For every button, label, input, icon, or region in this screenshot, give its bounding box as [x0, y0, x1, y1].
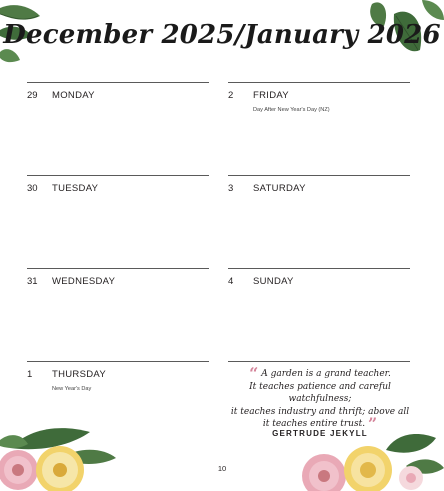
day-divider [27, 361, 209, 362]
page-number: 10 [217, 464, 227, 473]
day-name: WEDNESDAY [52, 276, 116, 287]
quote-line-2: It teaches patience and careful watchfulness; [249, 381, 391, 404]
flowers-bottom-left-decoration [0, 418, 120, 491]
quote-line-4: it teaches entire trust. [262, 419, 366, 429]
day-name: SUNDAY [253, 276, 294, 287]
holiday-note: Day After New Year's Day (NZ) [253, 107, 330, 113]
day-entry-tuesday[interactable] [27, 175, 209, 194]
day-name: MONDAY [52, 90, 95, 101]
day-entry-saturday[interactable] [228, 175, 410, 194]
day-divider [27, 82, 209, 83]
day-divider [228, 268, 410, 269]
day-entry-sunday[interactable] [228, 268, 410, 287]
quote-author: GERTRUDE JEKYLL [272, 429, 368, 438]
day-divider [27, 268, 209, 269]
quote-line-3: it teaches industry and thrift; above all [230, 406, 410, 417]
day-divider [228, 82, 410, 83]
day-number: 30 [27, 183, 38, 194]
day-number: 29 [27, 90, 38, 101]
day-divider [27, 175, 209, 176]
day-number: 3 [228, 183, 234, 194]
day-entry-thursday[interactable] [27, 361, 209, 392]
day-name: SATURDAY [253, 183, 306, 194]
quote-divider-block [228, 361, 410, 362]
quote-divider [228, 361, 410, 362]
day-number: 2 [228, 90, 234, 101]
flowers-bottom-right-decoration [286, 430, 444, 491]
day-name: TUESDAY [52, 183, 99, 194]
day-name: THURSDAY [52, 369, 106, 380]
day-entry-wednesday[interactable] [27, 268, 209, 287]
day-number: 31 [27, 276, 38, 287]
day-name: FRIDAY [253, 90, 289, 101]
holiday-note: New Year's Day [52, 386, 92, 392]
day-entry-monday[interactable] [27, 82, 209, 101]
quote-block [226, 364, 414, 433]
day-entry-friday[interactable] [228, 82, 410, 113]
day-number: 1 [27, 369, 33, 380]
day-number: 4 [228, 276, 234, 287]
quote-line-1: A garden is a grand teacher. [261, 369, 391, 379]
page-title: December 2025/January 2026 [3, 20, 441, 50]
day-divider [228, 175, 410, 176]
open-quote-mark-icon: “ [249, 364, 259, 383]
close-quote-mark-icon: ” [367, 414, 378, 433]
